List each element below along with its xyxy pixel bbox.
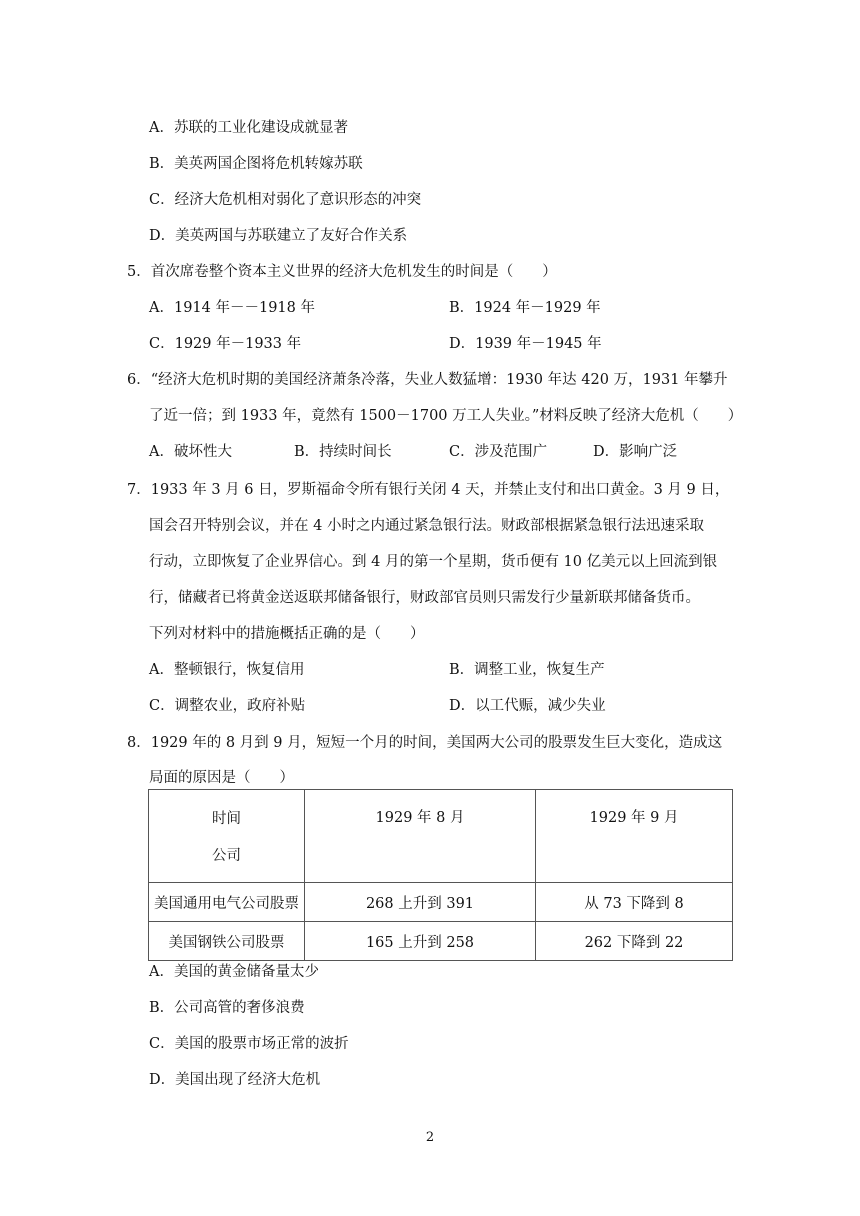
header-time-company-cell: [149, 790, 305, 883]
header-sep-cell: 1929 年 9 月: [536, 790, 733, 883]
header-company-label: 公司: [212, 848, 241, 864]
page-number: 2: [425, 1130, 435, 1145]
q6-stem-line2: 了近一倍；到 1933 年，竟然有 1500－1700 万工人失业。”材料反映了经济大危机（ ）: [149, 408, 743, 424]
sep-value-cell: 262 下降到 22: [536, 922, 733, 961]
q5-option-a: A．1914 年－－1918 年: [149, 300, 315, 316]
aug-value-cell: 268 上升到 391: [305, 883, 536, 922]
q4-option-b: B．美英两国企图将危机转嫁苏联: [149, 156, 363, 172]
q7-option-c: C．调整农业，政府补贴: [149, 698, 306, 714]
q5-option-c: C．1929 年－1933 年: [149, 336, 302, 352]
header-aug-cell: 1929 年 8 月: [305, 790, 536, 883]
q7-stem-line3: 行动，立即恢复了企业界信心。到 4 月的第一个星期，货币便有 10 亿美元以上回流到银: [149, 554, 718, 570]
q5-option-b: B．1924 年－1929 年: [449, 300, 601, 316]
sep-value-cell: 从 73 下降到 8: [536, 883, 733, 922]
header-time-label: 时间: [212, 811, 241, 827]
q8-stem-line1: 8．1929 年的 8 月到 9 月，短短一个月的时间，美国两大公司的股票发生巨大变化，造成这: [127, 735, 723, 751]
q4-option-d: D．美英两国与苏联建立了友好合作关系: [149, 228, 408, 244]
q4-option-a: A．苏联的工业化建设成就显著: [149, 120, 348, 136]
q8-stem-line2: 局面的原因是（ ）: [149, 770, 294, 786]
q6-option-d: D．影响广泛: [593, 444, 678, 460]
q7-option-a: A．整顿银行，恢复信用: [149, 662, 305, 678]
company-cell: 美国钢铁公司股票: [149, 922, 305, 961]
q8-option-d: D．美国出现了经济大危机: [149, 1072, 321, 1088]
q5-option-d: D．1939 年－1945 年: [449, 336, 602, 352]
q8-option-a: A．美国的黄金储备量太少: [149, 964, 319, 980]
q8-option-c: C．美国的股票市场正常的波折: [149, 1036, 349, 1052]
q7-stem-line2: 国会召开特别会议，并在 4 小时之内通过紧急银行法。财政部根据紧急银行法迅速采取: [149, 518, 704, 534]
aug-value-cell: 165 上升到 258: [305, 922, 536, 961]
q7-stem-line5: 下列对材料中的措施概括正确的是（ ）: [149, 626, 425, 642]
q6-option-a: A．破坏性大: [149, 444, 232, 460]
stock-table-header-row: [149, 790, 733, 883]
q6-option-c: C．涉及范围广: [449, 444, 548, 460]
q4-option-c: C．经济大危机相对弱化了意识形态的冲突: [149, 192, 422, 208]
q5-stem: 5．首次席卷整个资本主义世界的经济大危机发生的时间是（ ）: [127, 264, 557, 280]
q7-stem-line1: 7．1933 年 3 月 6 日，罗斯福命令所有银行关闭 4 天，并禁止支付和出口黄金。3 月 9 日，: [127, 482, 730, 498]
q7-stem-line4: 行，储藏者已将黄金送返联邦储备银行，财政部官员则只需发行少量新联邦储备货币。: [149, 590, 700, 606]
table-row: [149, 922, 733, 961]
q6-stem-line1: 6．“经济大危机时期的美国经济萧条冷落，失业人数猛增：1930 年达 420 万，1931 年攀升: [127, 372, 728, 388]
q7-option-b: B．调整工业，恢复生产: [449, 662, 605, 678]
q6-option-b: B．持续时间长: [294, 444, 392, 460]
company-cell: 美国通用电气公司股票: [149, 883, 305, 922]
q8-option-b: B．公司高管的奢侈浪费: [149, 1000, 305, 1016]
q7-option-d: D．以工代赈，减少失业: [449, 698, 606, 714]
stock-table: [148, 789, 733, 961]
table-row: [149, 883, 733, 922]
